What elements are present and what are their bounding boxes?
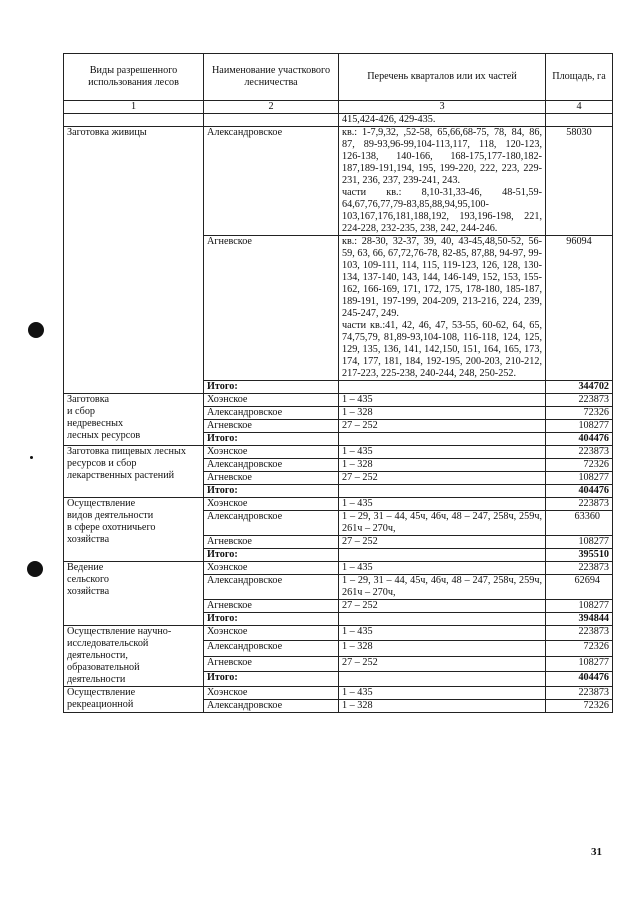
- area-cell: 108277: [546, 536, 613, 549]
- quarters-cell: 1 – 435: [339, 446, 546, 459]
- forestry-cell: Александровское: [204, 459, 339, 472]
- forestry-cell: Александровское: [204, 511, 339, 536]
- area-cell: 108277: [546, 600, 613, 613]
- use-type-cell: [64, 114, 204, 127]
- quarters-cell: 27 – 252: [339, 600, 546, 613]
- use-type-cell: Ведение сельского хозяйства: [64, 562, 204, 626]
- header-area: Площадь, га: [546, 54, 613, 101]
- forestry-cell: [204, 114, 339, 127]
- area-cell: 72326: [546, 700, 613, 713]
- quarters-cell: [339, 381, 546, 394]
- quarters-cell: 1 – 435: [339, 394, 546, 407]
- area-cell: 223873: [546, 687, 613, 700]
- area-cell: 72326: [546, 641, 613, 656]
- table-row: [64, 114, 613, 127]
- area-cell: 96094: [546, 236, 613, 381]
- table-row: [64, 127, 613, 236]
- quarters-cell: 1 – 328: [339, 641, 546, 656]
- quarters-cell: 1 – 328: [339, 459, 546, 472]
- forestry-cell: Хоэнское: [204, 446, 339, 459]
- header-forestry: Наименование участкового лесничества: [204, 54, 339, 101]
- area-cell: 223873: [546, 394, 613, 407]
- total-area-cell: 395510: [546, 549, 613, 562]
- quarters-cell: 1 – 435: [339, 498, 546, 511]
- forestry-cell: Хоэнское: [204, 498, 339, 511]
- forest-use-table: [63, 53, 613, 713]
- forestry-cell: Хоэнское: [204, 626, 339, 641]
- forestry-cell: Агневское: [204, 236, 339, 381]
- quarters-cell: 1 – 328: [339, 407, 546, 420]
- quarters-cell: 27 – 252: [339, 420, 546, 433]
- total-label-cell: Итого:: [204, 433, 339, 446]
- total-area-cell: 404476: [546, 485, 613, 498]
- total-label-cell: Итого:: [204, 671, 339, 686]
- use-type-cell: Заготовка живицы: [64, 127, 204, 394]
- area-cell: 72326: [546, 407, 613, 420]
- quarters-cell: 1 – 29, 31 – 44, 45ч, 46ч, 48 – 247, 258ч, 259ч, 261ч – 270ч,: [339, 511, 546, 536]
- area-cell: 108277: [546, 420, 613, 433]
- area-cell: 223873: [546, 498, 613, 511]
- quarters-cell: 1 – 328: [339, 700, 546, 713]
- forestry-cell: Агневское: [204, 536, 339, 549]
- quarters-cell: 1 – 435: [339, 626, 546, 641]
- area-cell: 63360: [546, 511, 613, 536]
- table-row: [64, 626, 613, 641]
- total-area-cell: 404476: [546, 671, 613, 686]
- header-quarters: Перечень кварталов или их частей: [339, 54, 546, 101]
- forestry-cell: Агневское: [204, 420, 339, 433]
- table-row: [64, 394, 613, 407]
- punch-hole-mark: [27, 561, 43, 577]
- quarters-cell: кв.: 1-7,9,32, ,52-58, 65,66,68-75, 78, 84, 86, 87, 89-93,96-99,104-113,117, 118, 120-123, 126-138, 140-166, 168-175,177-180,182-187,189-191,194, 195, 199-220, 222, 223, 229-231, 236, 237, 239-241, 243. части кв.: 8,10-31,33-46, 48-51,59-64,67,76,77,79-83,85,88,94,95,100-103,167,176,181,188,192, 193,196-198, 221, 224-228, 232-235, 238, 242, 244-246.: [339, 127, 546, 236]
- column-number: 2: [204, 101, 339, 114]
- quarters-cell: [339, 549, 546, 562]
- forestry-cell: Агневское: [204, 600, 339, 613]
- area-cell: 62694: [546, 575, 613, 600]
- use-type-cell: Осуществление научно-исследовательской деятельности, образовательной деятельности: [64, 626, 204, 687]
- column-number: 4: [546, 101, 613, 114]
- quarters-cell: [339, 485, 546, 498]
- quarters-cell: 27 – 252: [339, 656, 546, 671]
- forestry-cell: Хоэнское: [204, 394, 339, 407]
- forestry-cell: Хоэнское: [204, 687, 339, 700]
- area-cell: 72326: [546, 459, 613, 472]
- quarters-cell: [339, 671, 546, 686]
- quarters-cell: 1 – 435: [339, 687, 546, 700]
- quarters-cell: 1 – 29, 31 – 44, 45ч, 46ч, 48 – 247, 258ч, 259ч, 261ч – 270ч,: [339, 575, 546, 600]
- forestry-cell: Александровское: [204, 641, 339, 656]
- forestry-cell: Александровское: [204, 407, 339, 420]
- total-label-cell: Итого:: [204, 381, 339, 394]
- table-row: [64, 562, 613, 575]
- column-number: 3: [339, 101, 546, 114]
- table-column-number-row: [64, 101, 613, 114]
- table-row: [64, 498, 613, 511]
- total-area-cell: 404476: [546, 433, 613, 446]
- quarters-cell: 27 – 252: [339, 472, 546, 485]
- quarters-cell: 415,424-426, 429-435.: [339, 114, 546, 127]
- quarters-cell: [339, 433, 546, 446]
- total-label-cell: Итого:: [204, 613, 339, 626]
- scan-speck: [30, 456, 33, 459]
- total-label-cell: Итого:: [204, 549, 339, 562]
- forestry-cell: Александровское: [204, 700, 339, 713]
- forestry-cell: Александровское: [204, 575, 339, 600]
- area-cell: 108277: [546, 656, 613, 671]
- use-type-cell: Осуществление видов деятельности в сфере охотничьего хозяйства: [64, 498, 204, 562]
- page-number: 31: [591, 846, 602, 858]
- forestry-cell: Хоэнское: [204, 562, 339, 575]
- column-number: 1: [64, 101, 204, 114]
- area-cell: [546, 114, 613, 127]
- area-cell: 223873: [546, 446, 613, 459]
- use-type-cell: Заготовка и сбор недревесных лесных ресурсов: [64, 394, 204, 446]
- punch-hole-mark: [28, 322, 44, 338]
- forestry-cell: Агневское: [204, 656, 339, 671]
- header-use-type: Виды разрешенного использования лесов: [64, 54, 204, 101]
- forestry-cell: Агневское: [204, 472, 339, 485]
- table-row: [64, 446, 613, 459]
- area-cell: 223873: [546, 626, 613, 641]
- forestry-cell: Александровское: [204, 127, 339, 236]
- quarters-cell: кв.: 28-30, 32-37, 39, 40, 43-45,48,50-52, 56-59, 63, 66, 67,72,76-78, 82-85, 87,88, 94-97, 99-103, 109-111, 114, 115, 119-123, 126, 128, 130-134, 137-140, 143, 144, 146-149, 152, 153, 155-162, 166-169, 171, 172, 175, 178-180, 185-187, 189-191, 197-199, 204-209, 213-216, 224, 239, 245-247, 249. части кв.:41, 42, 46, 47, 53-55, 60-62, 64, 65, 74,75,79, 81,89-93,104-108, 116-118, 124, 125, 129, 135, 136, 141, 142,150, 151, 164, 165, 173, 174, 177, 181, 184, 192-195, 200-203, 210-212, 217-223, 225-238, 240-244, 248, 250-252.: [339, 236, 546, 381]
- quarters-cell: [339, 613, 546, 626]
- use-type-cell: Заготовка пищевых лесных ресурсов и сбор лекарственных растений: [64, 446, 204, 498]
- table-row: [64, 687, 613, 700]
- total-label-cell: Итого:: [204, 485, 339, 498]
- total-area-cell: 344702: [546, 381, 613, 394]
- area-cell: 58030: [546, 127, 613, 236]
- table-header-row: [64, 54, 613, 101]
- table-body: [64, 114, 613, 713]
- quarters-cell: 27 – 252: [339, 536, 546, 549]
- use-type-cell: Осуществление рекреационной: [64, 687, 204, 713]
- area-cell: 223873: [546, 562, 613, 575]
- area-cell: 108277: [546, 472, 613, 485]
- total-area-cell: 394844: [546, 613, 613, 626]
- quarters-cell: 1 – 435: [339, 562, 546, 575]
